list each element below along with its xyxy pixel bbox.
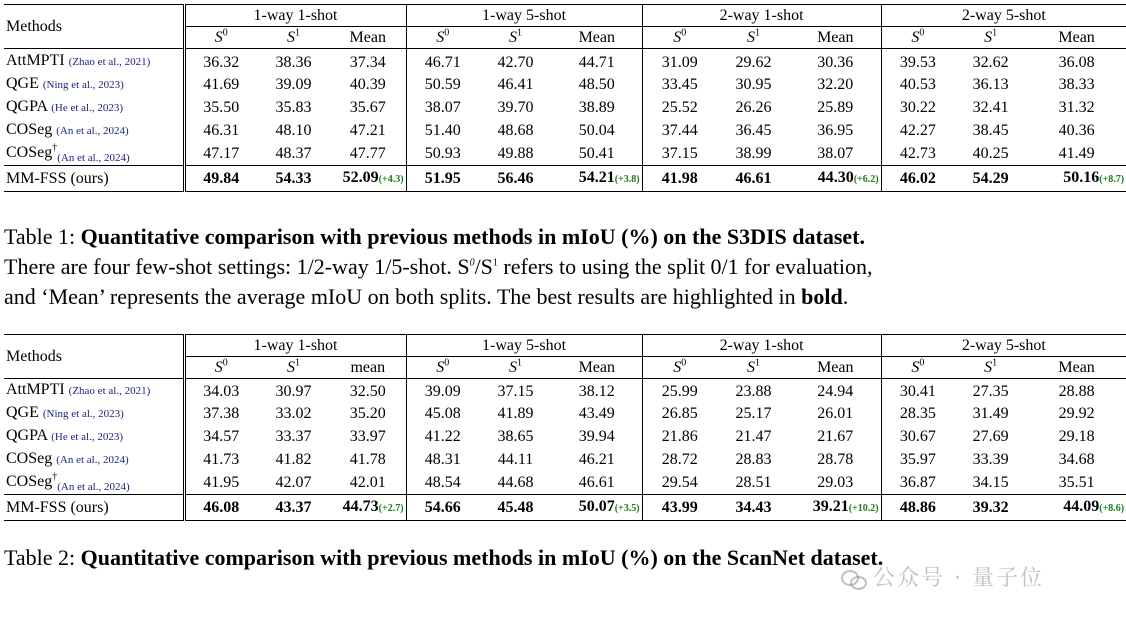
value-cell: 33.45 xyxy=(642,73,717,96)
value-cell: 36.32 xyxy=(184,49,257,73)
split-header: $S^1$ xyxy=(257,27,330,49)
value-cell: 31.49 xyxy=(972,405,1009,422)
watermark-text: 公众号 · 量子位 xyxy=(873,566,1044,591)
value-cell: 41.22 xyxy=(406,425,479,448)
value-cell: 41.73 xyxy=(184,448,257,471)
split-header: $S^0$ xyxy=(881,27,954,49)
value-cell-best: 39.32 xyxy=(954,495,1027,521)
value-cell: 34.68 xyxy=(1058,451,1095,468)
value-cell: 29.62 xyxy=(735,53,772,71)
value-cell: 51.40 xyxy=(406,119,479,142)
value-cell: 50.41 xyxy=(578,144,615,162)
value-cell: 46.71 xyxy=(406,49,479,73)
value-cell-best: 43.37 xyxy=(257,495,330,521)
value-cell: 33.37 xyxy=(275,428,312,445)
method-name: QGPA (He et al., 2023) xyxy=(6,427,123,444)
value-cell: 37.34 xyxy=(349,53,386,71)
table-row xyxy=(4,73,1126,96)
value-cell: 28.88 xyxy=(1058,383,1095,400)
value-cell-best: 52.09(+4.3) xyxy=(330,165,406,191)
value-cell: 28.78 xyxy=(817,451,854,468)
value-cell: 25.52 xyxy=(642,96,717,119)
gain-value: (+3.8) xyxy=(614,173,640,185)
value-cell: 35.50 xyxy=(184,96,257,119)
value-cell: 30.41 xyxy=(881,378,954,402)
value-cell: 35.51 xyxy=(1058,474,1095,491)
split-header: $S^0$ xyxy=(184,356,257,378)
results-table-scannet xyxy=(4,334,1126,522)
value-cell: 42.01 xyxy=(349,474,386,491)
table1-caption: Table 1: Quantitative comparison with previous methods in mIoU (%) on the S3DIS dataset. There are four few-shot settings: 1/2-way 1/5-shot. $S^0/S^1$ refers to using the split 0/1 for evaluation, and ‘Mean’ represents the average mIoU on both splits. The best results are highlighted in bold. xyxy=(4,223,873,309)
value-cell: 32.62 xyxy=(972,53,1009,71)
method-name: AttMPTI (Zhao et al., 2021) xyxy=(6,381,151,398)
setting-header: 2-way 5-shot xyxy=(881,5,1126,27)
value-cell: 37.15 xyxy=(497,383,534,400)
value-cell: 40.39 xyxy=(349,75,386,93)
ours-row xyxy=(4,495,1126,521)
value-cell: 40.36 xyxy=(1058,121,1095,139)
table-row xyxy=(4,119,1126,142)
table-row xyxy=(4,96,1126,119)
value-cell: 39.09 xyxy=(406,378,479,402)
table-row xyxy=(4,471,1126,495)
caption-text: . xyxy=(842,283,849,309)
mean-header: mean xyxy=(330,356,406,378)
value-cell: 38.12 xyxy=(578,383,615,400)
value-cell: 49.88 xyxy=(497,144,534,162)
method-name: QGE (Ning et al., 2023) xyxy=(6,404,124,421)
value-cell: 39.70 xyxy=(497,98,534,116)
value-cell: 29.03 xyxy=(817,474,854,491)
method-name: COSeg (An et al., 2024) xyxy=(6,450,129,467)
value-cell: 48.68 xyxy=(497,121,534,139)
value-cell: 31.32 xyxy=(1058,98,1095,116)
value-cell: 36.08 xyxy=(1058,53,1095,71)
gain-value: (+4.3) xyxy=(378,173,404,185)
value-cell: 37.44 xyxy=(642,119,717,142)
method-name: AttMPTI (Zhao et al., 2021) xyxy=(6,51,151,69)
value-cell: 29.18 xyxy=(1058,428,1095,445)
value-cell-best: 54.66 xyxy=(406,495,479,521)
value-cell-best: 50.07(+3.5) xyxy=(552,495,642,521)
value-cell: 35.83 xyxy=(275,98,312,116)
mean-header: Mean xyxy=(790,356,881,378)
caption-text: /S xyxy=(474,253,493,279)
value-cell: 28.72 xyxy=(642,448,717,471)
methods-header: Methods xyxy=(4,334,184,378)
split-header: $S^1$ xyxy=(717,27,790,49)
value-cell: 44.68 xyxy=(497,474,534,491)
caption-text: and ‘Mean’ represents the average mIoU on both splits. The best results are highlighted in xyxy=(4,283,802,309)
ours-row xyxy=(4,165,1126,191)
value-cell: 33.02 xyxy=(275,405,312,422)
value-cell-best: 44.30(+6.2) xyxy=(790,165,881,191)
value-cell: 44.71 xyxy=(578,53,615,71)
value-cell: 28.51 xyxy=(735,474,772,491)
value-cell: 46.41 xyxy=(497,75,534,93)
value-cell: 50.59 xyxy=(406,73,479,96)
caption-text: There are four few-shot settings: 1/2-way 1/5-shot. S xyxy=(4,253,470,279)
table-row xyxy=(4,142,1126,166)
wechat-icon xyxy=(841,568,867,590)
setting-header: 2-way 1-shot xyxy=(642,5,881,27)
value-cell: 34.15 xyxy=(972,474,1009,491)
value-cell: 46.61 xyxy=(578,474,615,491)
split-header: $S^0$ xyxy=(642,27,717,49)
value-cell-best: 46.61 xyxy=(717,165,790,191)
split-header: $S^0$ xyxy=(406,27,479,49)
method-name: QGE (Ning et al., 2023) xyxy=(6,74,124,92)
value-cell: 36.87 xyxy=(881,471,954,495)
value-cell: 35.20 xyxy=(349,405,386,422)
value-cell: 32.50 xyxy=(349,383,386,400)
value-cell: 30.97 xyxy=(275,383,312,400)
gain-value: (+6.2) xyxy=(853,173,879,185)
value-cell-best: 50.16(+8.7) xyxy=(1027,165,1126,191)
caption-title: Quantitative comparison with previous methods in mIoU (%) on the S3DIS dataset. xyxy=(80,223,865,249)
value-cell: 36.13 xyxy=(972,75,1009,93)
value-cell: 36.95 xyxy=(817,121,854,139)
value-cell: 38.99 xyxy=(735,144,772,162)
table-row xyxy=(4,49,1126,73)
value-cell: 50.93 xyxy=(406,142,479,166)
value-cell: 24.94 xyxy=(817,383,854,400)
value-cell: 30.95 xyxy=(735,75,772,93)
setting-header: 1-way 1-shot xyxy=(184,5,406,27)
value-cell-best: 45.48 xyxy=(479,495,552,521)
value-cell: 25.89 xyxy=(817,98,854,116)
value-cell: 30.22 xyxy=(881,96,954,119)
value-cell: 26.85 xyxy=(642,402,717,425)
value-cell-best: 39.21(+10.2) xyxy=(790,495,881,521)
method-name: COSeg†$_{(An et al., 2024)}$ xyxy=(6,142,130,164)
value-cell: 46.21 xyxy=(578,451,615,468)
split-header: $S^0$ xyxy=(184,27,257,49)
setting-header: 2-way 5-shot xyxy=(881,334,1126,356)
value-cell-best: 54.29 xyxy=(954,165,1027,191)
value-cell: 37.38 xyxy=(184,402,257,425)
value-cell: 25.99 xyxy=(642,378,717,402)
table-row xyxy=(4,425,1126,448)
method-name: MM-FSS (ours) xyxy=(4,165,184,191)
value-cell: 21.47 xyxy=(735,428,772,445)
method-name: QGPA (He et al., 2023) xyxy=(6,97,123,115)
mean-header: Mean xyxy=(330,27,406,49)
value-cell: 38.07 xyxy=(406,96,479,119)
value-cell: 29.92 xyxy=(1058,405,1095,422)
setting-header: 1-way 1-shot xyxy=(184,334,406,356)
method-name: MM-FSS (ours) xyxy=(4,495,184,521)
split-header: $S^0$ xyxy=(881,356,954,378)
value-cell: 50.04 xyxy=(578,121,615,139)
value-cell: 45.08 xyxy=(406,402,479,425)
value-cell: 47.17 xyxy=(184,142,257,166)
value-cell: 25.17 xyxy=(735,405,772,422)
value-cell: 27.35 xyxy=(972,383,1009,400)
paper-page xyxy=(4,4,1125,573)
gain-value: (+3.5) xyxy=(614,503,640,514)
value-cell: 29.54 xyxy=(642,471,717,495)
value-cell: 34.03 xyxy=(184,378,257,402)
setting-header: 2-way 1-shot xyxy=(642,334,881,356)
value-cell: 21.86 xyxy=(642,425,717,448)
value-cell: 23.88 xyxy=(735,383,772,400)
mean-header: Mean xyxy=(790,27,881,49)
caption-label: Table 2: xyxy=(4,545,76,570)
value-cell-best: 41.98 xyxy=(642,165,717,191)
split-header: $S^0$ xyxy=(642,356,717,378)
table-row xyxy=(4,448,1126,471)
mean-header: Mean xyxy=(552,27,642,49)
split-header: $S^1$ xyxy=(479,356,552,378)
gain-value: (+2.7) xyxy=(378,503,404,514)
value-cell-best: 46.08 xyxy=(184,495,257,521)
value-cell: 32.41 xyxy=(972,98,1009,116)
value-cell: 38.36 xyxy=(275,53,312,71)
value-cell-best: 44.73(+2.7) xyxy=(330,495,406,521)
value-cell: 41.82 xyxy=(275,451,312,468)
caption-title: Quantitative comparison with previous methods in mIoU (%) on the ScanNet dataset. xyxy=(80,545,884,570)
value-cell: 33.39 xyxy=(972,451,1009,468)
caption-label: Table 1: xyxy=(4,223,76,249)
value-cell-best: 56.46 xyxy=(479,165,552,191)
value-cell-best: 48.86 xyxy=(881,495,954,521)
value-cell: 32.20 xyxy=(817,75,854,93)
mean-header: Mean xyxy=(1027,27,1126,49)
value-cell-best: 44.09(+8.6) xyxy=(1027,495,1126,521)
split-header: $S^1$ xyxy=(257,356,330,378)
value-cell: 35.67 xyxy=(349,98,386,116)
caption-bold-word: bold xyxy=(801,283,843,309)
value-cell: 44.11 xyxy=(497,451,534,468)
value-cell: 31.09 xyxy=(642,49,717,73)
value-cell-best: 46.02 xyxy=(881,165,954,191)
value-cell: 48.37 xyxy=(275,144,312,162)
value-cell: 39.53 xyxy=(881,49,954,73)
value-cell: 33.97 xyxy=(349,428,386,445)
value-cell: 34.57 xyxy=(184,425,257,448)
value-cell: 30.36 xyxy=(817,53,854,71)
gain-value: (+10.2) xyxy=(848,503,879,514)
value-cell: 42.73 xyxy=(881,142,954,166)
value-cell: 41.78 xyxy=(349,451,386,468)
value-cell: 26.26 xyxy=(735,98,772,116)
value-cell-best: 49.84 xyxy=(184,165,257,191)
mean-header: Mean xyxy=(1027,356,1126,378)
gain-value: (+8.7) xyxy=(1099,173,1125,185)
value-cell-best: 54.21(+3.8) xyxy=(552,165,642,191)
methods-header: Methods xyxy=(4,5,184,49)
value-cell: 38.33 xyxy=(1058,75,1095,93)
value-cell: 48.50 xyxy=(578,75,615,93)
split-header: $S^1$ xyxy=(479,27,552,49)
value-cell: 38.45 xyxy=(972,121,1009,139)
value-cell: 42.27 xyxy=(881,119,954,142)
value-cell: 41.69 xyxy=(184,73,257,96)
split-header: $S^0$ xyxy=(406,356,479,378)
value-cell-best: 51.95 xyxy=(406,165,479,191)
setting-header: 1-way 5-shot xyxy=(406,334,642,356)
method-name: COSeg†$_{(An et al., 2024)}$ xyxy=(6,471,130,493)
watermark xyxy=(841,561,1044,592)
value-cell: 40.53 xyxy=(881,73,954,96)
split-header: $S^1$ xyxy=(717,356,790,378)
value-cell: 41.95 xyxy=(184,471,257,495)
value-cell: 48.10 xyxy=(275,121,312,139)
value-cell: 28.83 xyxy=(735,451,772,468)
value-cell: 47.21 xyxy=(349,121,386,139)
value-cell: 38.89 xyxy=(578,98,615,116)
value-cell: 43.49 xyxy=(578,405,615,422)
value-cell: 38.07 xyxy=(817,144,854,162)
value-cell: 40.25 xyxy=(972,144,1009,162)
value-cell: 35.97 xyxy=(881,448,954,471)
value-cell: 30.67 xyxy=(881,425,954,448)
value-cell: 36.45 xyxy=(735,121,772,139)
results-table-s3dis xyxy=(4,4,1126,192)
value-cell: 48.31 xyxy=(406,448,479,471)
value-cell: 26.01 xyxy=(817,405,854,422)
value-cell: 42.70 xyxy=(497,53,534,71)
value-cell: 28.35 xyxy=(881,402,954,425)
value-cell: 48.54 xyxy=(406,471,479,495)
value-cell: 38.65 xyxy=(497,428,534,445)
value-cell: 46.31 xyxy=(184,119,257,142)
value-cell: 21.67 xyxy=(817,428,854,445)
value-cell: 42.07 xyxy=(275,474,312,491)
gain-value: (+8.6) xyxy=(1099,503,1125,514)
value-cell-best: 54.33 xyxy=(257,165,330,191)
value-cell: 37.15 xyxy=(642,142,717,166)
caption-text: refers to using the split 0/1 for evaluation, xyxy=(497,253,873,279)
split-header: $S^1$ xyxy=(954,356,1027,378)
method-name: COSeg (An et al., 2024) xyxy=(6,120,129,138)
table-row xyxy=(4,378,1126,402)
value-cell: 47.77 xyxy=(349,144,386,162)
mean-header: Mean xyxy=(552,356,642,378)
value-cell: 41.89 xyxy=(497,405,534,422)
value-cell: 27.69 xyxy=(972,428,1009,445)
value-cell: 39.09 xyxy=(275,75,312,93)
value-cell: 41.49 xyxy=(1058,144,1095,162)
setting-header: 1-way 5-shot xyxy=(406,5,642,27)
value-cell-best: 43.99 xyxy=(642,495,717,521)
table-row xyxy=(4,402,1126,425)
value-cell-best: 34.43 xyxy=(717,495,790,521)
value-cell: 39.94 xyxy=(578,428,615,445)
split-header: $S^1$ xyxy=(954,27,1027,49)
